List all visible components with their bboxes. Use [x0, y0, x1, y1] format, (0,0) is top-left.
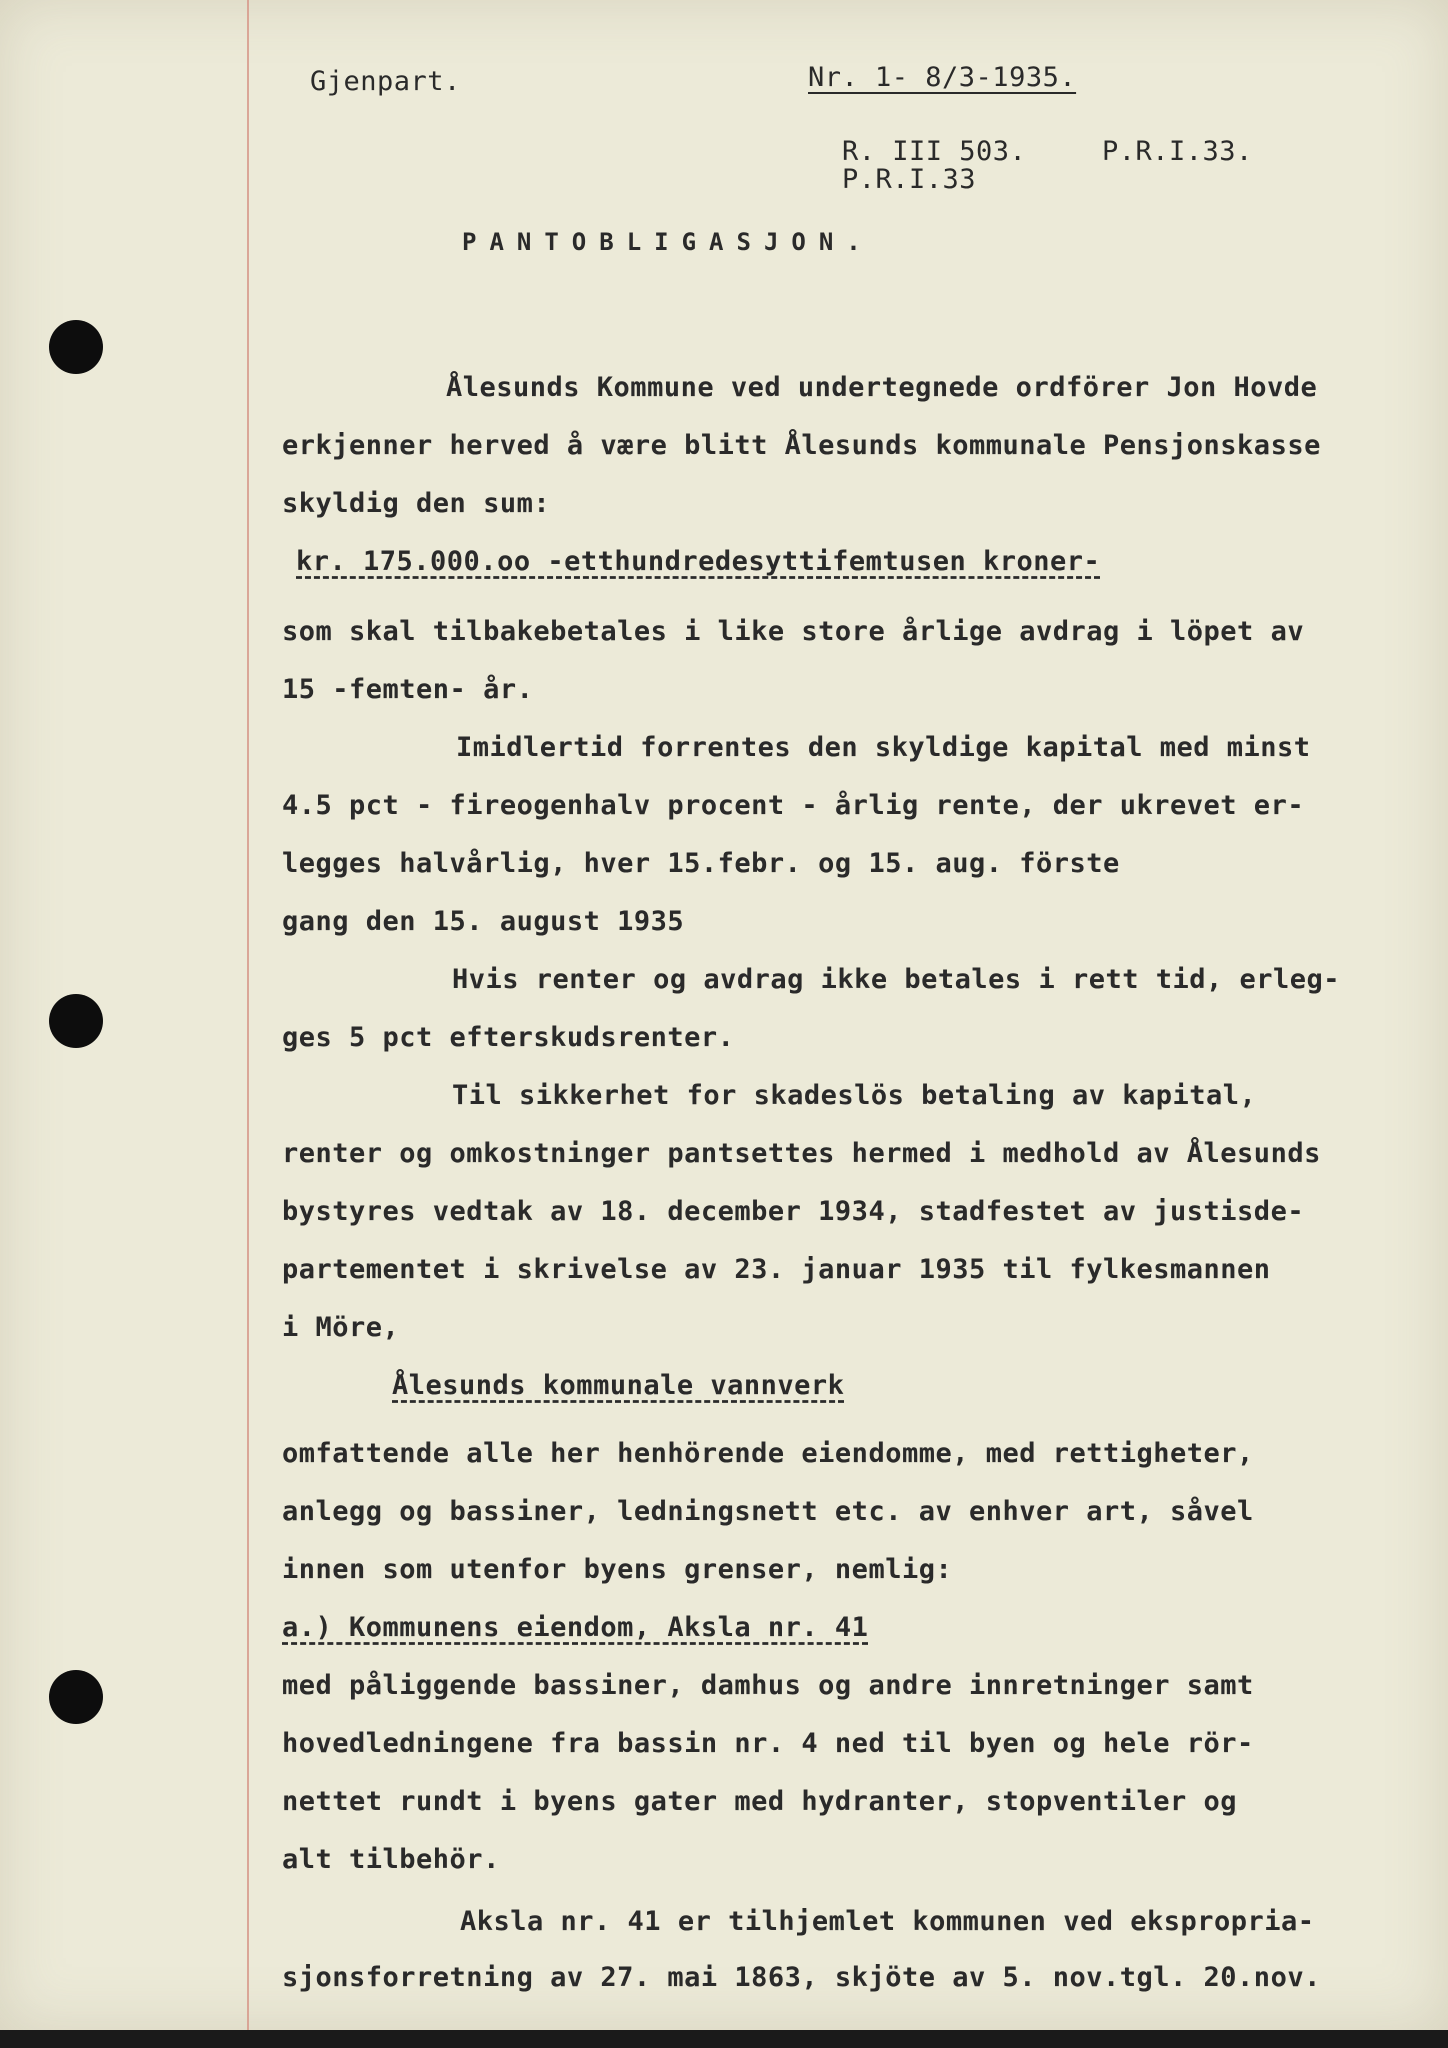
body-line: 15 -femten- år. — [282, 674, 534, 705]
body-line: partementet i skrivelse av 23. januar 1935 til fylkesmannen — [282, 1254, 1271, 1285]
copy-label: Gjenpart. — [310, 66, 461, 97]
property-item-a: a.) Kommunens eiendom, Aksla nr. 41 — [282, 1612, 869, 1643]
body-line: 4.5 pct - fireogenhalv procent - årlig rente, der ukrevet er- — [282, 790, 1305, 821]
punch-hole-bottom — [49, 1670, 103, 1724]
body-line: erkjenner herved å være blitt Ålesunds kommunale Pensjonskasse — [282, 430, 1321, 461]
body-line: sjonsforretning av 27. mai 1863, skjöte av 5. nov.tgl. 20.nov. — [282, 1962, 1321, 1993]
body-line: alt tilbehör. — [282, 1844, 500, 1875]
body-line: skyldig den sum: — [282, 488, 551, 519]
punch-hole-top — [49, 320, 103, 374]
reference-r-iii: R. III 503. — [842, 136, 1027, 167]
loan-amount: kr. 175.000.oo -etthundredesyttifemtusen kroner- — [296, 546, 1101, 577]
body-line: Imidlertid forrentes den skyldige kapital med minst — [456, 732, 1311, 763]
punch-hole-middle — [49, 994, 103, 1048]
body-line: hovedledningene fra bassin nr. 4 ned til byen og hele rör- — [282, 1728, 1254, 1759]
body-line: omfattende alle her henhörende eiendomme, med rettigheter, — [282, 1438, 1254, 1469]
body-line: bystyres vedtak av 18. december 1934, stadfestet av justisde- — [282, 1196, 1305, 1227]
body-line: innen som utenfor byens grenser, nemlig: — [282, 1554, 953, 1585]
body-line: ges 5 pct efterskudsrenter. — [282, 1022, 735, 1053]
reference-pri-left: P.R.I.33 — [842, 164, 977, 195]
body-line: med påliggende bassiner, damhus og andre innretninger samt — [282, 1670, 1254, 1701]
body-line: Ålesunds Kommune ved undertegnede ordförer Jon Hovde — [446, 372, 1318, 403]
body-line: Aksla nr. 41 er tilhjemlet kommunen ved ekspropria- — [460, 1906, 1315, 1937]
body-line: Hvis renter og avdrag ikke betales i rett tid, erleg- — [452, 964, 1341, 995]
document-title: PANTOBLIGASJON. — [462, 228, 874, 256]
body-line: legges halvårlig, hver 15.febr. og 15. aug. förste — [282, 848, 1120, 879]
body-line: nettet rundt i byens gater med hydranter, stopventiler og — [282, 1786, 1238, 1817]
red-margin-line — [247, 0, 249, 2030]
body-line: Til sikkerhet for skadeslös betaling av kapital, — [452, 1080, 1257, 1111]
body-line: gang den 15. august 1935 — [282, 906, 685, 937]
body-line: anlegg og bassiner, ledningsnett etc. av enhver art, såvel — [282, 1496, 1254, 1527]
document-number: Nr. 1- 8/3-1935. — [808, 62, 1077, 93]
body-line: som skal tilbakebetales i like store årlige avdrag i löpet av — [282, 616, 1305, 647]
pledged-property-heading: Ålesunds kommunale vannverk — [392, 1370, 845, 1401]
reference-pri-right: P.R.I.33. — [1102, 136, 1253, 167]
body-line: renter og omkostninger pantsettes hermed i medhold av Ålesunds — [282, 1138, 1321, 1169]
body-line: i Möre, — [282, 1312, 400, 1343]
